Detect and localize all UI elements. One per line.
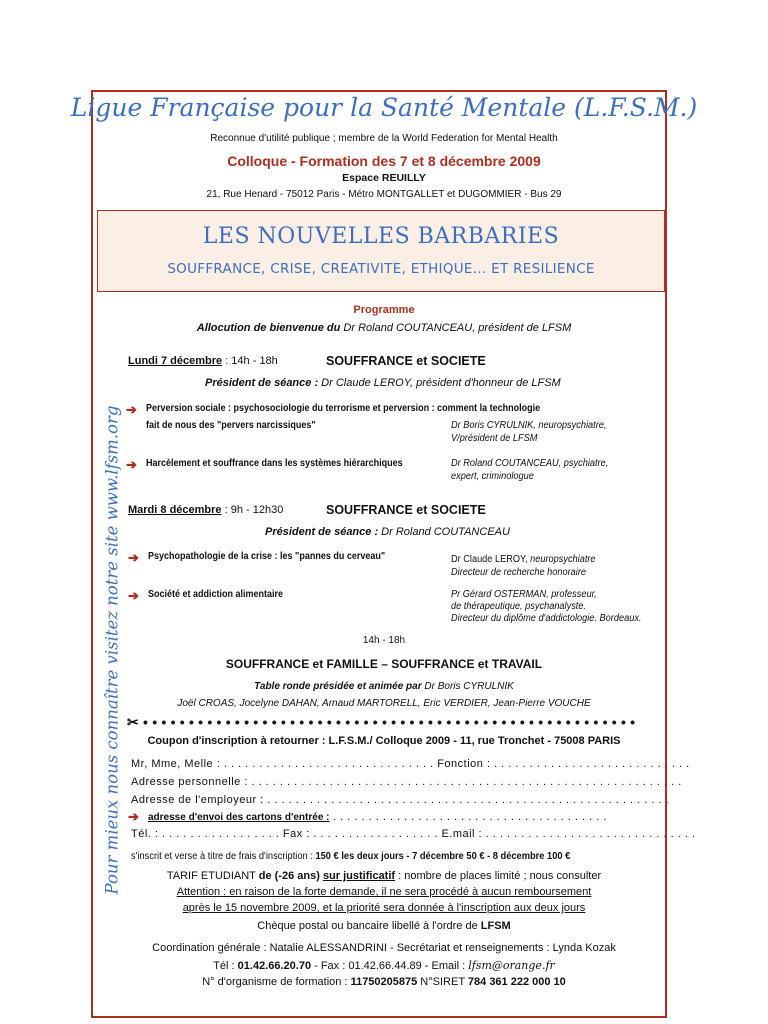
student-rate-b: de (-26 ans) (258, 870, 323, 882)
theme-banner (97, 210, 665, 292)
talk2-speaker-line1: Dr Roland COUTANCEAU, psychiatre, (451, 458, 609, 469)
day2-date: Mardi 8 décembre (128, 504, 222, 516)
round-table-chair: Dr Boris CYRULNIK (421, 681, 514, 692)
coupon-heading: Coupon d'inscription à retourner : L.F.S.M./ Colloque 2009 - 11, rue Tronchet - 75008 PARIS (147, 735, 621, 747)
fax-email-label: - Fax : 01.42.66.44.89 - Email : (311, 960, 469, 972)
talk4-speaker-line1: Pr Gérard OSTERMAN, professeur, (451, 589, 597, 600)
arrow-icon: ➔ (128, 809, 139, 824)
student-rate-c: sur justificatif (322, 870, 396, 882)
siret-number: 784 361 222 000 10 (467, 976, 566, 988)
day1-theme: SOUFFRANCE et SOCIETE (326, 354, 486, 368)
student-rate-line (0, 870, 768, 882)
afternoon-time: 14h - 18h (362, 635, 406, 646)
contact-fields[interactable]: Tél. : . . . . . . . . . . . . . . . . . Fax : . . . . . . . . . . . . . . . . . . E.mail : . . . . . . . . . . . . . . . . . . . . . . . . . . . . . . (131, 828, 696, 840)
arrow-icon: ➔ (128, 588, 139, 603)
venue-address: 21, Rue Henard - 75012 Paris - Métro MONTGALLET et DUGOMMIER - Bus 29 (206, 189, 562, 200)
welcome-label: Allocution de bienvenue du (196, 322, 341, 334)
talk3-speaker-role: neuropsychiatre (530, 554, 596, 565)
fees-line (131, 851, 570, 862)
talk3-speaker-name: Dr Claude LEROY, (451, 554, 531, 565)
org-number: 11750205875 (350, 976, 418, 988)
org-label: N° d'organisme de formation : (202, 976, 351, 988)
colloque-dates: Colloque - Formation des 7 et 8 décembre 2009 (227, 153, 541, 169)
welcome-line (0, 322, 768, 334)
talk4-title: Société et addiction alimentaire (148, 589, 284, 600)
arrow-icon: ➔ (126, 457, 137, 472)
talk4-speaker-line3: Directeur du diplôme d'addictologie. Bordeaux. (451, 613, 642, 624)
card-address-dots: . . . . . . . . . . . . . . . . . . . . . . . . . . . . . . . . . . . . . . . (329, 811, 607, 823)
card-address-label: adresse d'envoi des cartons d'entrée : (148, 812, 330, 823)
day2-chair-label: Président de séance : (265, 526, 379, 538)
day2-chair-name: Dr Roland COUTANCEAU (378, 526, 510, 538)
talk3-title: Psychopathologie de la crise : les "pannes du cerveau" (148, 551, 386, 562)
day1-header (128, 355, 278, 367)
card-address-field[interactable] (148, 811, 607, 823)
refund-notice-line2: après le 15 novembre 2009, et la priorité sera donnée à l'inscription aux deux jours (182, 902, 586, 914)
programme-heading: Programme (353, 304, 415, 316)
coordination-line: Coordination générale : Natalie ALESSANDRINI - Secrétariat et renseignements : Lynda Kozak (152, 942, 616, 954)
day1-time: : 14h - 18h (222, 355, 278, 367)
tel-label: Tél : (213, 960, 238, 972)
talk1-title-line2: fait de nous des "pervers narcissiques" (146, 420, 316, 431)
email-address[interactable]: lfsm@orange.fr (468, 959, 555, 972)
talk3-speaker-line1 (451, 554, 596, 565)
day2-header (128, 504, 283, 516)
panelists: Joël CROAS, Jocelyne DAHAN, Arnaud MARTORELL, Eric VERDIER, Jean-Pierre VOUCHE (177, 698, 591, 709)
venue-name: Espace REUILLY (342, 172, 426, 184)
personal-address-field[interactable]: Adresse personnelle : . . . . . . . . . . . . . . . . . . . . . . . . . . . . . . . . . . . . . . . . . . . . . . . . . . . . . . . . . . . . . (131, 776, 682, 788)
cheque-label: Chèque postal ou bancaire libellé à l'ordre de (257, 920, 481, 932)
day2-chair (265, 526, 510, 538)
coupon-cut-line: ✂ • • • • • • • • • • • • • • • • • • • • • • • • • • • • • • • • • • • • • • • • • • • • • • • • • • • • • • (127, 714, 636, 730)
arrow-icon: ➔ (128, 550, 139, 565)
cheque-line (0, 920, 768, 932)
organization-subtitle: Reconnue d'utilité publique ; membre de la World Federation for Mental Health (210, 133, 558, 144)
siret-label: N°SIRET (417, 976, 468, 988)
talk2-title: Harcèlement et souffrance dans les systèmes hiérarchiques (146, 458, 403, 469)
fees-values: 150 € les deux jours - 7 décembre 50 € - 8 décembre 100 € (312, 851, 571, 862)
welcome-speaker: Dr Roland COUTANCEAU, président de LFSM (340, 322, 572, 334)
round-table-label: Table ronde présidée et animée par (254, 681, 422, 692)
day1-chair-name: Dr Claude LEROY, président d'honneur de LFSM (318, 377, 561, 389)
organization-title: Ligue Française pour la Santé Mentale (L.F.S.M.) (70, 93, 698, 122)
talk1-speaker-line2: V/président de LFSM (451, 433, 538, 444)
banner-subtitle: SOUFFRANCE, CRISE, CREATIVITE, ETHIQUE… ET RESILIENCE (167, 261, 595, 277)
afternoon-theme: SOUFFRANCE et FAMILLE – SOUFFRANCE et TRAVAIL (225, 657, 543, 671)
contact-line (0, 959, 768, 972)
talk1-speaker-line1: Dr Boris CYRULNIK, neuropsychiatre, (451, 420, 607, 431)
round-table-line (0, 681, 768, 692)
day2-time: : 9h - 12h30 (221, 504, 284, 516)
student-rate-d: : nombre de places limité ; nous consulter (395, 870, 602, 882)
day1-date: Lundi 7 décembre (128, 355, 223, 367)
employer-address-field[interactable]: Adresse de l'employeur : . . . . . . . . . . . . . . . . . . . . . . . . . . . . . . . . . . . . . . . . . . . . . . . . . . . . . . . . . (131, 794, 670, 806)
banner-title: LES NOUVELLES BARBARIES (202, 224, 560, 249)
day2-theme: SOUFFRANCE et SOCIETE (326, 503, 486, 517)
arrow-icon: ➔ (126, 402, 137, 417)
day1-chair (205, 377, 561, 389)
refund-notice-line1: Attention : en raison de la forte demande, il ne sera procédé à aucun remboursement (176, 886, 592, 898)
registration-numbers (0, 976, 768, 988)
cheque-payee: LFSM (480, 920, 511, 932)
day1-chair-label: Président de séance : (205, 377, 319, 389)
talk1-title-line1: Perversion sociale : psychosociologie du terrorisme et perversion : comment la technologie (146, 403, 541, 414)
talk2-speaker-line2: expert, criminologue (451, 471, 534, 482)
fees-label: s'inscrit et verse à titre de frais d'inscription : (131, 851, 313, 862)
student-rate-a: TARIF ETUDIANT (166, 870, 259, 882)
website-side-text: Pour mieux nous connaître visitez notre site www.lfsm.org (102, 405, 122, 895)
tel-number: 01.42.66.20.70 (237, 960, 312, 972)
talk4-speaker-line2: de thérapeutique, psychanalyste. (451, 601, 587, 612)
name-function-field[interactable]: Mr, Mme, Melle : . . . . . . . . . . . . . . . . . . . . . . . . . . . . . . Fonction : . . . . . . . . . . . . . . . . . . . . . . . . . . . . (131, 758, 690, 770)
talk3-speaker-line2: Directeur de recherche honoraire (451, 567, 587, 578)
